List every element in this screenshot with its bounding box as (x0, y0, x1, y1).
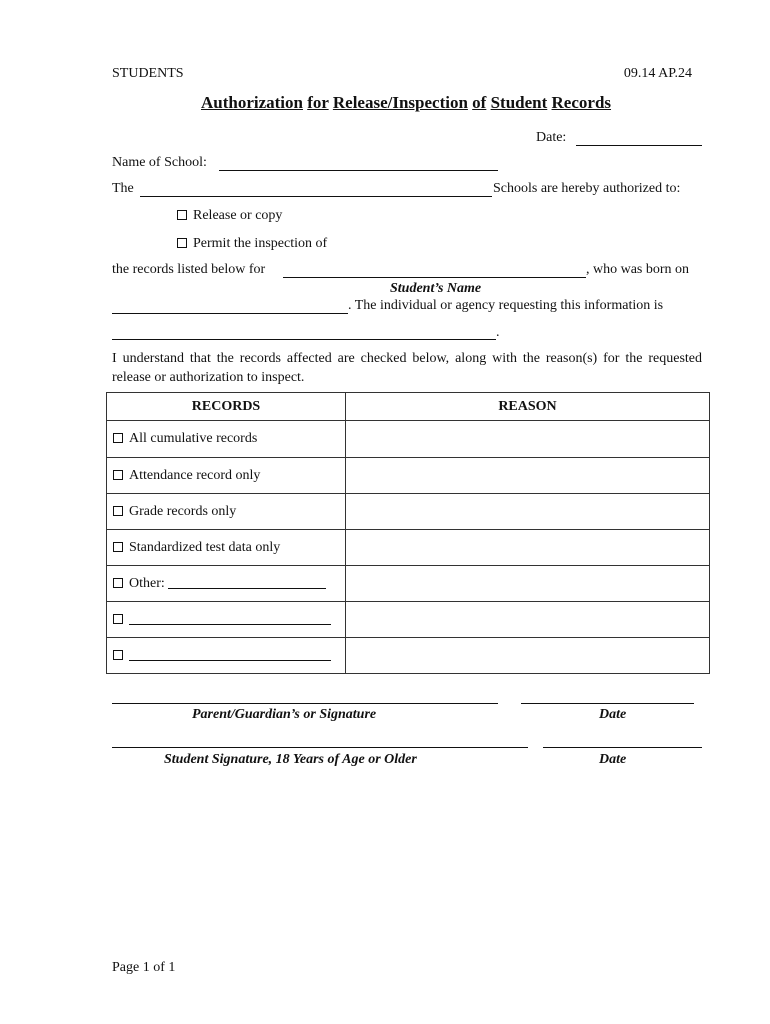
document-title (0, 93, 770, 113)
parent-signature-label: Parent/Guardian’s or Signature (192, 707, 377, 722)
table-header-row (107, 393, 710, 421)
student-name-caption: Student’s Name (390, 281, 482, 296)
page-number: Page 1 of 1 (112, 960, 176, 975)
reason-cell[interactable] (346, 638, 710, 674)
requester-period: . (496, 325, 500, 340)
requesting-text: . The individual or agency requesting this information is (348, 298, 664, 313)
table-row (107, 458, 710, 494)
title-word: Release/Inspection (332, 93, 468, 112)
student-date-label: Date (599, 752, 627, 767)
table-row (107, 421, 710, 458)
title-word: Student (490, 93, 548, 112)
understand-paragraph: I understand that the records affected are checked below, along with the reason(s) for the requested release or authorization to inspect. (112, 351, 702, 385)
checkbox-icon[interactable] (113, 470, 123, 480)
reason-cell[interactable] (346, 530, 710, 566)
student-name-field[interactable] (283, 277, 586, 278)
title-word: for (307, 93, 329, 112)
records-for-text: the records listed below for (112, 262, 266, 277)
record-cell[interactable] (107, 638, 346, 674)
date-label: Date: (536, 130, 567, 145)
reason-cell[interactable] (346, 602, 710, 638)
checkbox-icon[interactable] (113, 614, 123, 624)
school-label: Name of School: (112, 155, 207, 170)
record-label: Attendance record only (129, 467, 261, 483)
blank-record-field[interactable] (129, 612, 331, 625)
table-row (107, 530, 710, 566)
student-date-line[interactable] (543, 747, 702, 748)
records-header: RECORDS (107, 393, 346, 421)
parent-date-label: Date (599, 707, 627, 722)
reason-cell[interactable] (346, 421, 710, 458)
table-row (107, 566, 710, 602)
record-label: All cumulative records (129, 431, 258, 446)
header-right: 09.14 AP.24 (623, 66, 692, 81)
reason-header: REASON (346, 393, 710, 421)
record-cell[interactable] (107, 494, 346, 530)
reason-cell[interactable] (346, 494, 710, 530)
reason-cell[interactable] (346, 458, 710, 494)
record-cell[interactable] (107, 421, 346, 458)
record-cell[interactable] (107, 602, 346, 638)
checkbox-icon[interactable] (177, 210, 187, 220)
birth-date-field[interactable] (112, 313, 348, 314)
reason-cell[interactable] (346, 566, 710, 602)
option-label: Permit the inspection of (193, 236, 328, 251)
table-row (107, 638, 710, 674)
checkbox-icon[interactable] (177, 238, 187, 248)
authorized-text: Schools are hereby authorized to: (493, 181, 681, 196)
blank-record-field[interactable] (129, 648, 331, 661)
title-word: of (472, 93, 487, 112)
checkbox-icon[interactable] (113, 542, 123, 552)
born-text: , who was born on (586, 262, 690, 277)
record-label: Grade records only (129, 503, 237, 519)
record-label: Other: (129, 575, 165, 591)
title-word: Records (551, 93, 612, 112)
checkbox-icon[interactable] (113, 433, 123, 443)
checkbox-icon[interactable] (113, 506, 123, 516)
records-table (106, 392, 710, 674)
other-field[interactable] (168, 576, 326, 589)
record-cell[interactable] (107, 530, 346, 566)
parent-date-line[interactable] (521, 703, 694, 704)
option-label: Release or copy (193, 208, 283, 223)
record-label: Standardized test data only (129, 539, 281, 555)
school-name-field[interactable] (219, 170, 498, 171)
header-left: STUDENTS (112, 66, 184, 81)
parent-signature-line[interactable] (112, 703, 498, 704)
table-row (107, 494, 710, 530)
option-release[interactable] (177, 208, 282, 224)
date-field[interactable] (576, 145, 702, 146)
option-inspect[interactable] (177, 236, 327, 252)
checkbox-icon[interactable] (113, 578, 123, 588)
title-word: Authorization (200, 93, 303, 112)
record-cell[interactable] (107, 458, 346, 494)
record-cell[interactable] (107, 566, 346, 602)
school-district-field[interactable] (140, 196, 492, 197)
table-row (107, 602, 710, 638)
the-label: The (112, 181, 134, 196)
requester-field[interactable] (112, 339, 496, 340)
checkbox-icon[interactable] (113, 650, 123, 660)
student-signature-label: Student Signature, 18 Years of Age or Older (164, 752, 417, 767)
student-signature-line[interactable] (112, 747, 528, 748)
